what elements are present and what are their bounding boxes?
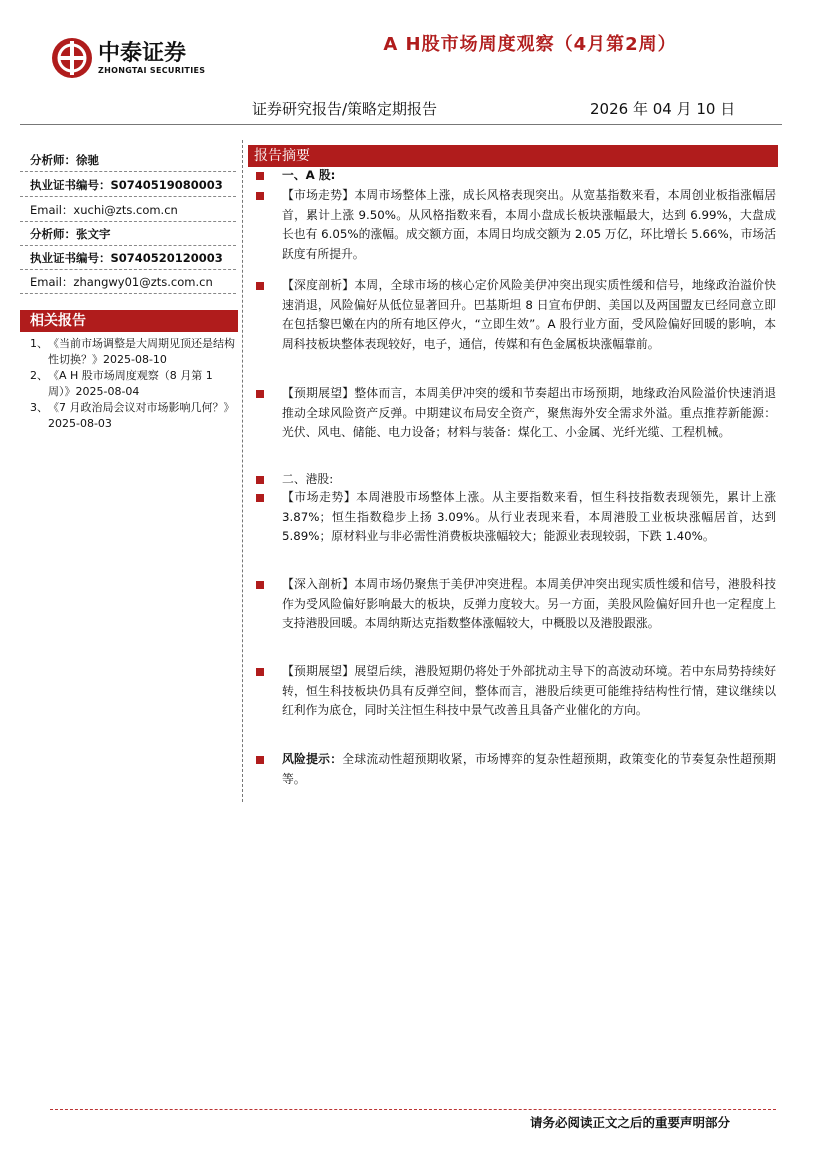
bullet-square-icon (256, 756, 264, 764)
logo-brand-en: ZHONGTAI SECURITIES (98, 66, 206, 75)
summary-heading: 一、A 股: (282, 168, 336, 182)
bullet-square-icon (256, 282, 264, 290)
summary-text: 【深度剖析】本周，全球市场的核心定价风险美伊冲突出现实质性缓和信号，地缘政治溢价快速消退，风险偏好从低位显著回升。巴基斯坦 8 日宣布伊朗、美国以及两国盟友已经同意立即在包括黎巴嫩在内的所有地区停火，“立即生效”。A 股行业方面，受风险偏好回暖的影响，本周科技板块整体表现较好，电子，通信，传媒和有色金属板块涨幅靠前。 (282, 278, 776, 351)
report-title: A H股市场周度观察（4月第2周） (383, 34, 677, 55)
email-label: Email： (30, 275, 74, 289)
bullet-square-icon (256, 581, 264, 589)
related-report-item[interactable] (30, 368, 236, 400)
summary-text: 【预期展望】整体而言，本周美伊冲突的缓和节奏超出市场预期，地缘政治风险溢价快速消退推动全球风险资产反弹。中期建议布局安全资产，聚焦海外安全需求外溢。重点推荐新能源：光伏、风电、储能、电力设备；材料与装备：煤化工、小金属、光纤光缆、工程机械。 (282, 386, 776, 439)
bullet-square-icon (256, 192, 264, 200)
summary-text: 【市场走势】本周港股市场整体上涨。从主要指数来看，恒生科技指数表现领先，累计上涨 3.87%；恒生指数稳步上扬 3.09%。从行业表现来看，本周港股工业板块涨幅居首，达到 5.89%；原材料业与非必需性消费板块涨幅较大；能源业表现较弱，下跌 1.40%。 (282, 490, 776, 543)
analyst-2-cert (30, 250, 223, 266)
logo-brand-cn: 中泰证券 (98, 41, 187, 66)
summary-text (282, 166, 776, 186)
summary-text: 【深入剖析】本周市场仍聚焦于美伊冲突进程。本周美伊冲突出现实质性缓和信号，港股科技作为受风险偏好影响最大的板块，反弹力度较大。另一方面，美股风险偏好回升也一定程度上支持港股回暖。本周纳斯达克指数整体涨幅较大，中概股以及港股跟涨。 (282, 577, 776, 630)
sidebar-divider (20, 269, 236, 270)
sidebar-divider (20, 171, 236, 172)
analyst-2-email (30, 274, 213, 290)
related-report-link[interactable]: 《A H 股市场周度观察（8 月第 1 周）》2025-08-04 (48, 369, 213, 398)
related-report-number: 3、 (30, 401, 48, 414)
report-type: 证券研究报告/策略定期报告 (252, 100, 438, 118)
analyst-label: 分析师： (30, 153, 76, 167)
email-label: Email： (30, 203, 74, 217)
email-link[interactable]: zhangwy01@zts.com.cn (73, 275, 213, 289)
summary-text: 【市场走势】本周市场整体上涨，成长风格表现突出。从宽基指数来看，本周创业板指涨幅居首，累计上涨 9.50%。从风格指数来看，本周小盘成长板块涨幅最大，达到 6.99%，大盘成长也有 6.05%的涨幅。成交额方面，本周日均成交额为 2.05 万亿，环比增长 5.66%，市场活跃度有所提升。 (282, 188, 776, 261)
summary-text: 【预期展望】展望后续，港股短期仍将处于外部扰动主导下的高波动环境。若中东局势持续好转，恒生科技板块仍具有反弹空间，整体而言，港股后续更可能维持结构性行情，建议继续以红利作为底仓，同时关注恒生科技中景气改善且具备产业催化的方向。 (282, 664, 776, 717)
summary-item (256, 276, 776, 354)
summary-header: 报告摘要 (248, 145, 778, 167)
report-date: 2026 年 04 月 10 日 (590, 100, 736, 118)
cert-label: 执业证书编号： (30, 251, 111, 265)
bullet-square-icon (256, 172, 264, 180)
summary-text (282, 750, 776, 789)
related-report-number: 2、 (30, 369, 48, 382)
summary-item (256, 186, 776, 264)
related-report-link[interactable]: 《7 月政治局会议对市场影响几何？》2025-08-03 (48, 401, 235, 430)
company-logo (50, 36, 220, 80)
related-report-link[interactable]: 《当前市场调整是大周期见顶还是结构性切换？》2025-08-10 (48, 337, 235, 366)
summary-text: 二、港股: (282, 472, 334, 486)
summary-item (256, 470, 776, 490)
bullet-square-icon (256, 476, 264, 484)
summary-item (256, 575, 776, 634)
related-reports-header: 相关报告 (20, 310, 238, 332)
bullet-square-icon (256, 390, 264, 398)
bullet-square-icon (256, 668, 264, 676)
related-report-number: 1、 (30, 337, 48, 350)
sidebar-divider (20, 293, 236, 294)
bullet-square-icon (256, 494, 264, 502)
email-link[interactable]: xuchi@zts.com.cn (73, 203, 178, 217)
analyst-name: 张文宇 (76, 227, 111, 241)
sidebar-divider (20, 221, 236, 222)
summary-item (256, 662, 776, 721)
analyst-2-name (30, 226, 111, 242)
related-report-item[interactable] (30, 336, 236, 368)
summary-text-body: 全球流动性超预期收紧，市场博弈的复杂性超预期，政策变化的节奏复杂性超预期等。 (282, 752, 776, 786)
column-divider (242, 140, 243, 802)
cert-label: 执业证书编号： (30, 178, 111, 192)
cert-number: S0740520120003 (110, 251, 223, 265)
sidebar-divider (20, 245, 236, 246)
summary-item (256, 384, 776, 443)
summary-item (256, 166, 776, 186)
analyst-1-cert (30, 177, 223, 193)
analyst-name: 徐驰 (76, 153, 99, 167)
cert-number: S0740519080003 (110, 178, 223, 192)
analyst-1-name (30, 152, 99, 168)
analyst-label: 分析师： (30, 227, 76, 241)
footer-notice: 请务必阅读正文之后的重要声明部分 (530, 1115, 731, 1130)
sidebar-divider (20, 196, 236, 197)
summary-item (256, 488, 776, 547)
related-report-item[interactable] (30, 400, 236, 432)
header-divider (20, 124, 782, 125)
summary-heading: 风险提示： (282, 752, 343, 766)
summary-item (256, 750, 776, 789)
related-reports-list (30, 336, 236, 432)
analyst-1-email (30, 202, 178, 218)
footer-divider (50, 1109, 776, 1110)
